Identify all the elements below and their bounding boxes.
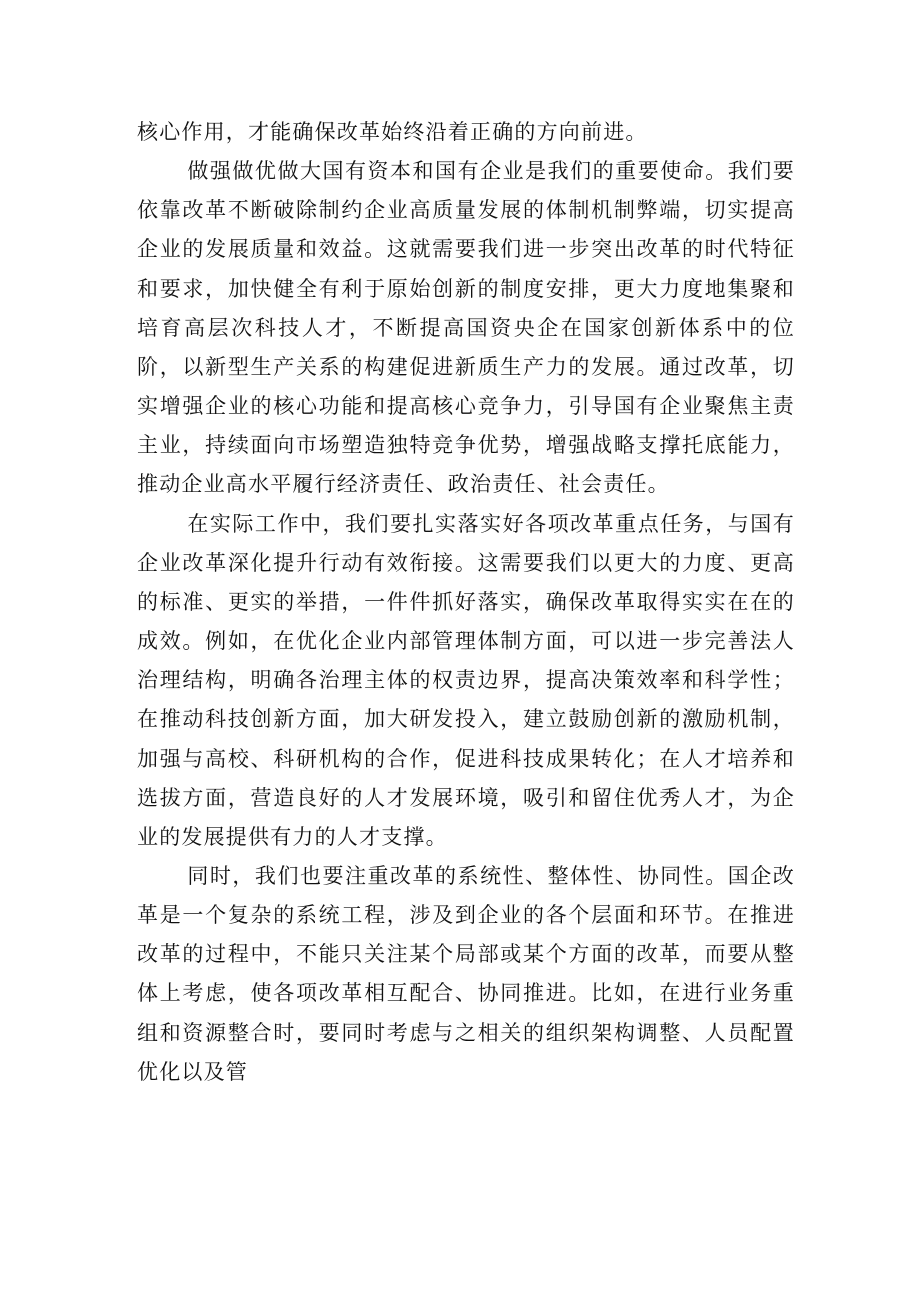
- paragraph: 做强做优做大国有资本和国有企业是我们的重要使命。我们要依靠改革不断破除制约企业高质量发展的体制机制弊端，切实提高企业的发展质量和效益。这就需要我们进一步突出改革的时代特征和要求，加快健全有利于原始创新的制度安排，更大力度地集聚和培育高层次科技人才，不断提高国资央企在国家创新体系中的位阶，以新型生产关系的构建促进新质生产力的发展。通过改革，切实增强企业的核心功能和提高核心竞争力，引导国有企业聚焦主责主业，持续面向市场塑造独特竞争优势，增强战略支撑托底能力，推动企业高水平履行经济责任、政治责任、社会责任。: [137, 159, 795, 497]
- paragraph: 在实际工作中，我们要扎实落实好各项改革重点任务，与国有企业改革深化提升行动有效衔接。这需要我们以更大的力度、更高的标准、更实的举措，一件件抓好落实，确保改革取得实实在在的成效。例如，在优化企业内部管理体制方面，可以进一步完善法人治理结构，明确各治理主体的权责边界，提高决策效率和科学性；在推动科技创新方面，加大研发投入，建立鼓励创新的激励机制，加强与高校、科研机构的合作，促进科技成果转化；在人才培养和选拔方面，营造良好的人才发展环境，吸引和留住优秀人才，为企业的发展提供有力的人才支撑。: [137, 511, 795, 849]
- paragraph: 同时，我们也要注重改革的系统性、整体性、协同性。国企改革是一个复杂的系统工程，涉及到企业的各个层面和环节。在推进改革的过程中，不能只关注某个局部或某个方面的改革，而要从整体上考虑，使各项改革相互配合、协同推进。比如，在进行业务重组和资源整合时，要同时考虑与之相关的组织架构调整、人员配置优化以及管: [137, 863, 795, 1084]
- document-body: [137, 113, 795, 1092]
- paragraph-continuation: 核心作用，才能确保改革始终沿着正确的方向前进。: [137, 120, 648, 144]
